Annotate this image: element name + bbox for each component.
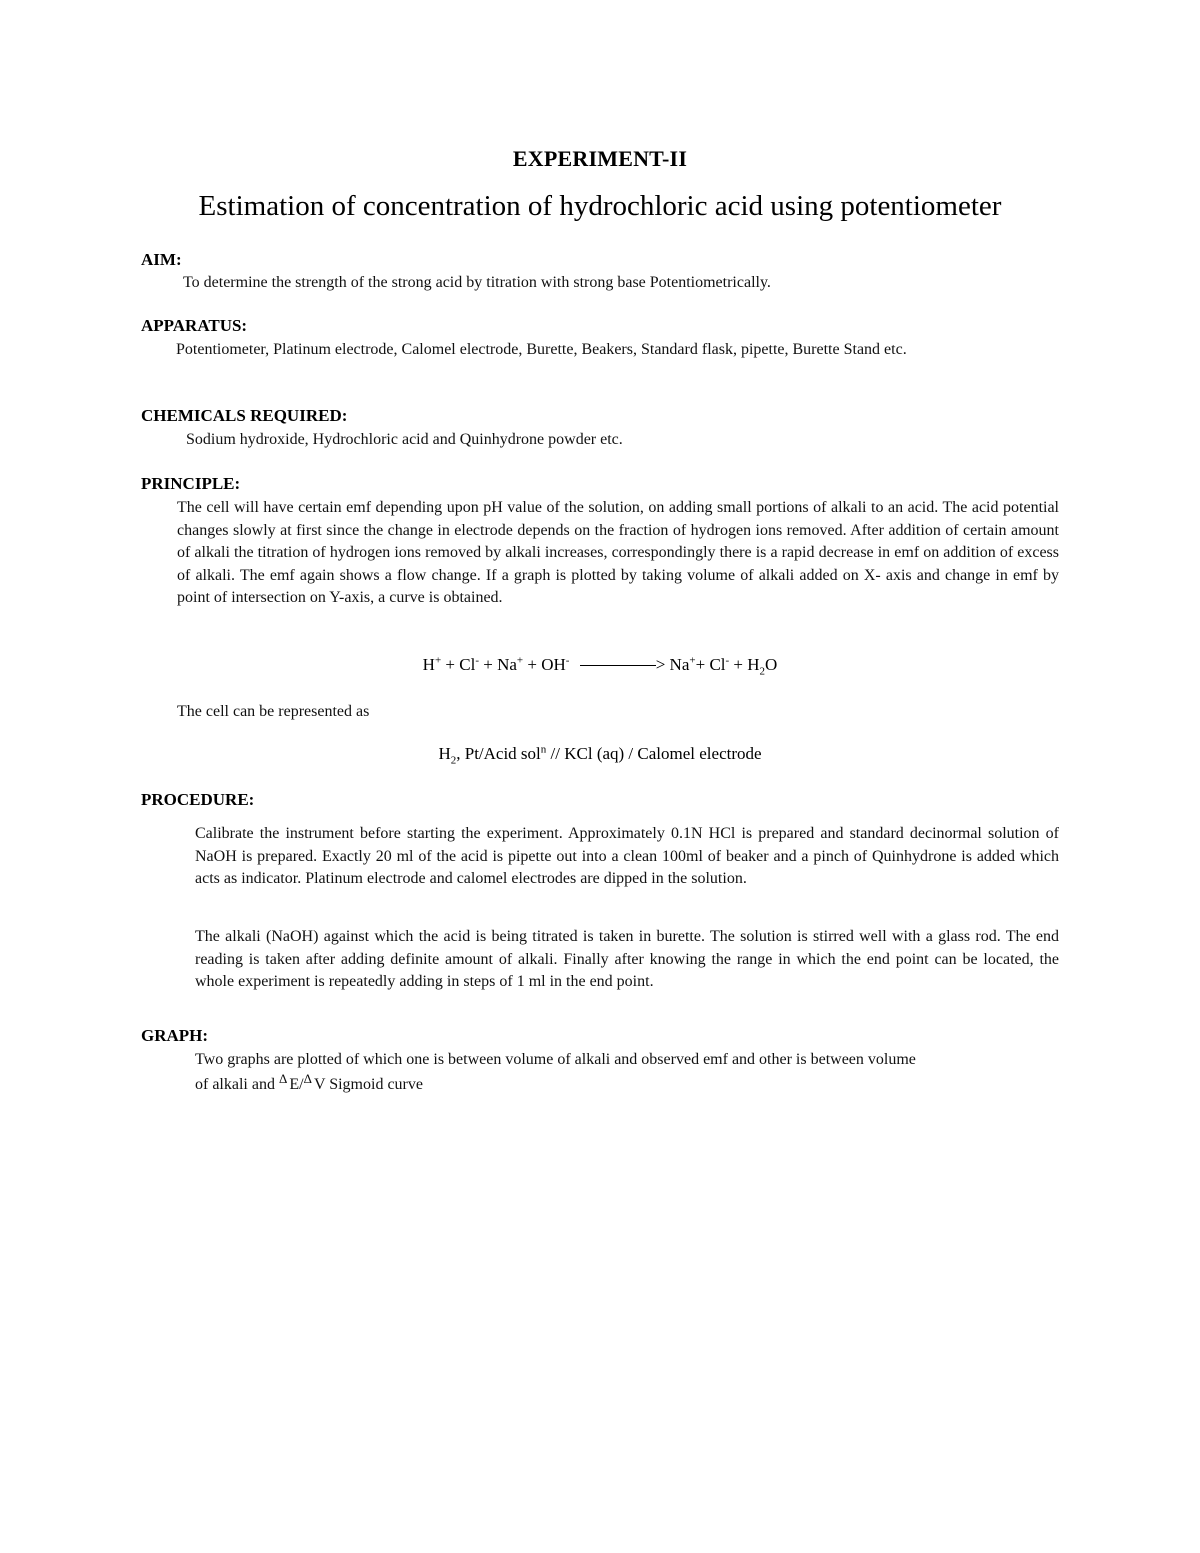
graph-line-2-end: V Sigmoid curve	[313, 1075, 423, 1093]
eq-h-charge: +	[434, 654, 442, 667]
eq-plus: +	[695, 655, 706, 674]
procedure-heading: PROCEDURE:	[141, 790, 255, 809]
graph-line-1: Two graphs are plotted of which one is between volume of alkali and observed emf and other is between volume	[195, 1051, 916, 1068]
aim-text: To determine the strength of the strong acid by titration with strong base Potentiometrically.	[183, 274, 771, 291]
reaction-equation	[0, 654, 1200, 678]
eq-oh-charge: -	[565, 654, 570, 667]
procedure-paragraph-1: Calibrate the instrument before starting the experiment. Approximately 0.1N HCl is prepared and standard decinormal solution of NaOH is prepared. Exactly 20 ml of the acid is pipette out into a clean 100ml of beaker and a pinch of Quinhydrone is added which acts as indicator. Platinum electrode and calomel electrodes are dipped in the solution.	[195, 825, 1059, 887]
eq-oh: OH	[541, 655, 566, 674]
principle-heading: PRINCIPLE:	[141, 474, 241, 493]
eq-na: Na	[497, 655, 517, 674]
eq-plus: +	[527, 655, 537, 674]
document-title: Estimation of concentration of hydrochloric acid using potentiometer	[198, 190, 1002, 222]
reaction-arrow-head: >	[655, 655, 666, 674]
delta-icon: Δ	[303, 1070, 312, 1086]
eq-cl-charge: -	[475, 654, 479, 667]
chemicals-text: Sodium hydroxide, Hydrochloric acid and Quinhydrone powder etc.	[186, 431, 623, 448]
eq-water-subscript: 2	[759, 665, 766, 678]
eq-water-h: H	[747, 655, 760, 674]
eq-plus: +	[733, 655, 744, 674]
eq-na-charge: +	[516, 654, 524, 667]
graph-e-slash: E/	[289, 1075, 304, 1093]
graph-text	[195, 1049, 1065, 1096]
graph-heading: GRAPH:	[141, 1026, 209, 1045]
eq-cl: Cl	[459, 655, 476, 674]
cell-part-1: , Pt/Acid sol	[456, 744, 541, 763]
eq-h: H	[422, 655, 435, 674]
chemicals-heading: CHEMICALS REQUIRED:	[141, 406, 348, 425]
eq-plus: +	[445, 655, 455, 674]
eq-cl-product: Cl	[709, 655, 726, 674]
cell-superscript: n	[540, 743, 547, 756]
eq-cl-product-charge: -	[725, 654, 730, 667]
principle-text: The cell will have certain emf depending upon pH value of the solution, on adding small portions of alkali to an acid. The acid potential changes slowly at first since the change in electrode depends on the fraction of hydrogen ions removed. After addition of certain amount of alkali the titration of hydrogen ions removed by alkali increases, correspondingly there is a rapid decrease in emf on addition of excess of alkali. The emf again shows a flow change. If a graph is plotted by taking volume of alkali added on X- axis and change in emf by point of intersection on Y-axis, a curve is obtained.	[177, 499, 1059, 606]
cell-representation	[0, 743, 1200, 767]
graph-line-2-start: of alkali and	[195, 1075, 279, 1093]
cell-subscript: 2	[450, 754, 457, 767]
eq-water-o: O	[765, 655, 778, 674]
apparatus-text: Potentiometer, Platinum electrode, Calomel electrode, Burette, Beakers, Standard flask, pipette, Burette Stand etc.	[176, 341, 907, 358]
apparatus-heading: APPARATUS:	[141, 316, 248, 335]
reaction-arrow-icon	[580, 665, 656, 666]
eq-na-product: Na	[669, 655, 690, 674]
delta-icon: Δ	[278, 1070, 288, 1086]
eq-plus: +	[483, 655, 493, 674]
cell-h: H	[438, 744, 451, 763]
cell-intro: The cell can be represented as	[177, 703, 370, 720]
cell-part-2: // KCl (aq) / Calomel electrode	[546, 744, 762, 763]
eq-na-product-charge: +	[689, 654, 696, 667]
aim-heading: AIM:	[141, 250, 182, 269]
experiment-number: EXPERIMENT-II	[512, 146, 688, 171]
procedure-paragraph-2: The alkali (NaOH) against which the acid is being titrated is taken in burette. The solution is stirred well with a glass rod. The end reading is taken after adding definite amount of alkali. Finally after knowing the range in which the end point can be located, the whole experiment is repeatedly adding in steps of 1 ml in the end point.	[195, 928, 1059, 990]
graph-line-2	[195, 1070, 1065, 1097]
